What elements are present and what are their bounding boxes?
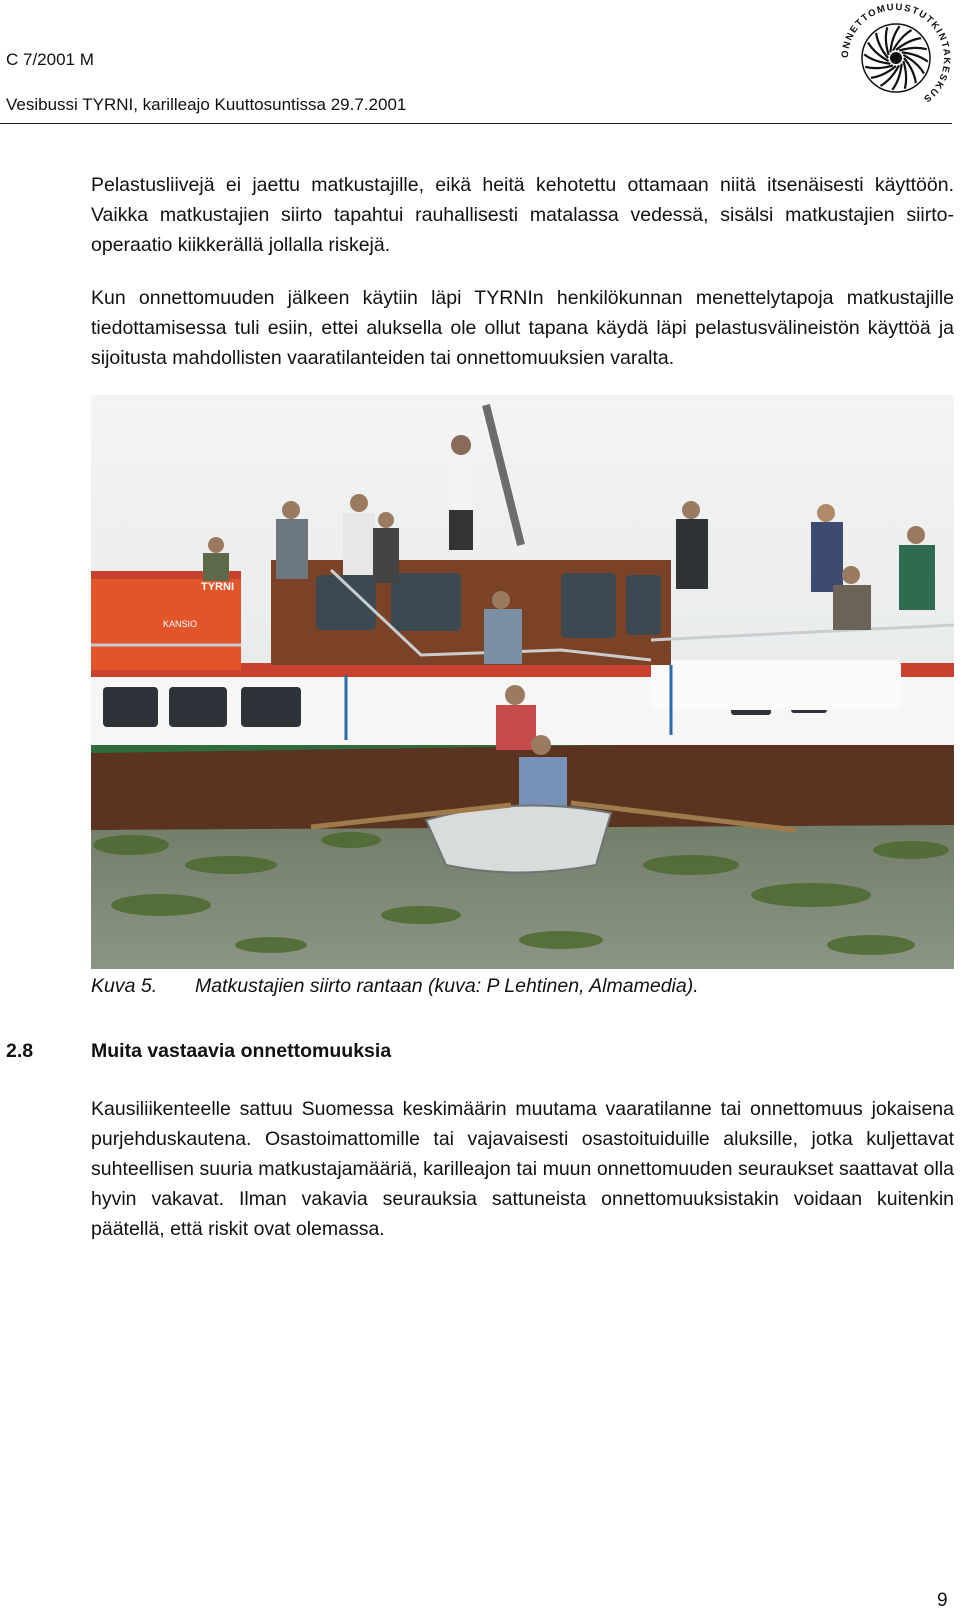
- paragraph-life-jackets: Pelastusliivejä ei jaettu matkustajille, eikä heitä kehotettu ottamaan niitä itsenäisesti käyttöön. Vaikka matkustajien siirto tapahtui rauhallisesti matalassa vedessä, sisälsi matkustajien siirto-operaatio kiikkerällä jollalla riskejä.: [91, 174, 954, 256]
- figure-label: Kuva 5.: [91, 975, 158, 997]
- doc-title: Vesibussi TYRNI, karilleajo Kuuttosuntissa 29.7.2001: [6, 95, 407, 114]
- header-rule: [0, 123, 952, 124]
- onnettomuustutkintakeskus-logo: [840, 2, 952, 114]
- paragraph-crew-procedures: Kun onnettomuuden jälkeen käytiin läpi TYRNIn henkilökunnan menettelytapoja matkustajille tiedottamisessa tuli esiin, ettei aluksella ole ollut tapana käydä läpi pelastusvälineistön käyttöä ja sijoitusta mahdollisten vaaratilanteiden tai onnettomuuksien varalta.: [91, 287, 954, 369]
- paragraph-seasonal-traffic: Kausiliikenteelle sattuu Suomessa keskimäärin muutama vaaratilanne tai onnettomuus jokaisena purjehduskautena. Osastoimattomille tai vajavaisesti osastoituiduille aluksille, jotka kuljettavat suhteellisen suuria matkustajamääriä, karilleajon tai muun onnettomuuden seuraukset saattavat olla hyvin vakavat. Ilman vakavia seurauksia sattuneista onnettomuuksistakin voidaan kuitenkin päätellä, että riskit ovat olemassa.: [91, 1098, 954, 1240]
- section-number: 2.8: [6, 1040, 34, 1062]
- figure-caption: [91, 975, 699, 998]
- boat-name-sign: TYRNI: [201, 581, 234, 593]
- page-number: 9: [937, 1590, 948, 1611]
- logo-ring-text: ONNETTOMUUSTUTKINTAKESKUS: [840, 2, 952, 105]
- section-title: Muita vastaavia onnettomuuksia: [91, 1040, 392, 1062]
- doc-code: C 7/2001 M: [6, 50, 94, 69]
- box-label: KANSIO: [163, 619, 198, 629]
- boat-evacuation-photo: [91, 395, 954, 969]
- figure-caption-text: Matkustajien siirto rantaan (kuva: P Lehtinen, Almamedia).: [195, 975, 699, 997]
- section-heading: [6, 1040, 391, 1063]
